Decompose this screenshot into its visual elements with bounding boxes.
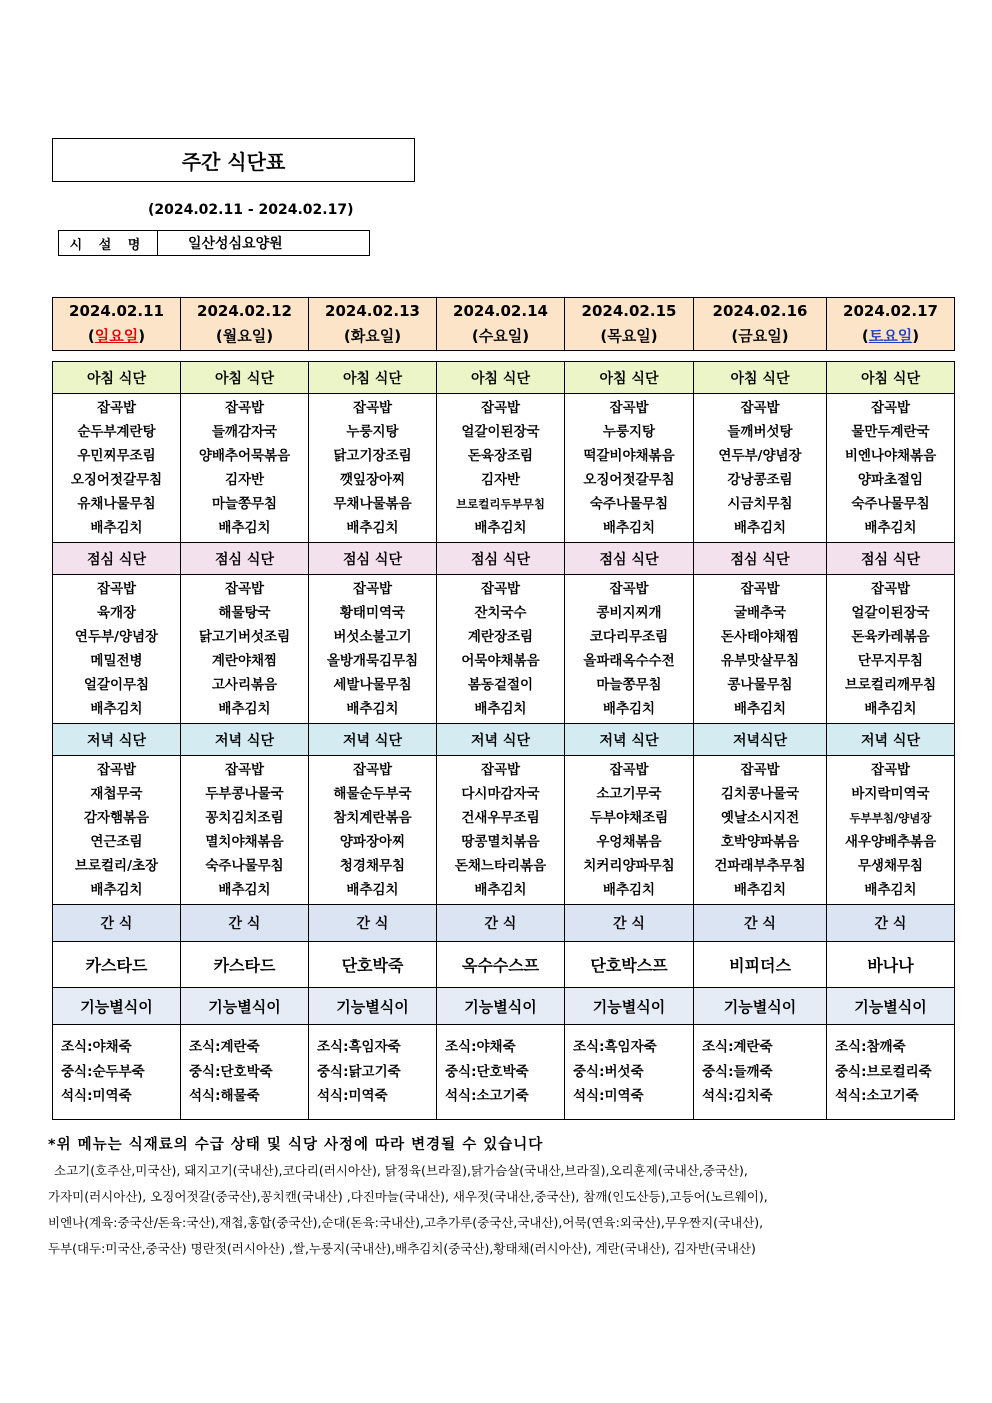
functional-diet-item: 조식:계란죽: [189, 1039, 260, 1056]
functional-diet-cell: [181, 1025, 309, 1120]
functional-diet-cell: [437, 1025, 565, 1120]
menu-item: 얼갈이무침: [83, 677, 150, 693]
day-of-week: (화요일): [343, 327, 402, 345]
day-of-week: (수요일): [471, 327, 530, 345]
menu-item: 코다리무조림: [589, 629, 669, 645]
menu-item: 꽁치김치조림: [205, 810, 284, 826]
dinner-label: 저녁 식단: [437, 724, 565, 756]
lunch-label: 점심 식단: [181, 543, 309, 575]
menu-item: 유채나물무침: [77, 496, 156, 512]
snack-item: 바나나: [827, 942, 955, 988]
snack-label: 간 식: [827, 905, 955, 942]
menu-item: 잡곡밥: [96, 762, 137, 778]
menu-item: 우엉채볶음: [596, 834, 662, 850]
day-header: [694, 298, 827, 351]
menu-item: 들깨버섯탕: [727, 424, 793, 440]
menu-item: 돈채느타리볶음: [454, 858, 547, 874]
day-of-week: (목요일): [600, 327, 658, 345]
menu-cell: [694, 575, 827, 724]
menu-cell: [437, 756, 565, 905]
menu-item: 배추김치: [346, 701, 399, 717]
dinner-label: 저녁 식단: [309, 724, 437, 756]
day-header: [181, 298, 309, 351]
functional-diet-item: 석식:소고기죽: [835, 1088, 919, 1105]
menu-cell: [309, 756, 437, 905]
day-header: [437, 298, 565, 351]
breakfast-label: 아침 식단: [53, 362, 181, 394]
functional-diet-item: 석식:미역죽: [573, 1088, 644, 1105]
menu-item: 잡곡밥: [96, 400, 137, 416]
date-range: (2024.02.11 - 2024.02.17): [148, 202, 354, 218]
functional-diet-item: 중식:버섯죽: [573, 1063, 644, 1080]
menu-item: 잡곡밥: [480, 581, 521, 597]
menu-item: 양파초절임: [857, 472, 924, 488]
day-date: 2024.02.15: [581, 302, 677, 320]
menu-item: 물만두계란국: [851, 424, 930, 440]
dinner-label: 저녁식단: [694, 724, 827, 756]
menu-item: 치커리양파무침: [583, 858, 675, 874]
functional-diet-label: 기능별식이: [309, 988, 437, 1025]
lunch-label: 점심 식단: [827, 543, 955, 575]
day-date: 2024.02.16: [712, 302, 808, 320]
day-header: [309, 298, 437, 351]
functional-diet-label: 기능별식이: [53, 988, 181, 1025]
page-title: 주간 식단표: [52, 138, 415, 182]
menu-item: 배추김치: [864, 701, 917, 717]
functional-diet-item: 중식:브로컬리죽: [835, 1063, 932, 1080]
menu-item: 브로컬리/초장: [74, 858, 159, 874]
functional-diet-item: 중식:단호박죽: [445, 1063, 529, 1080]
breakfast-label: 아침 식단: [565, 362, 694, 394]
menu-cell: [53, 756, 181, 905]
day-date: 2024.02.14: [453, 302, 548, 320]
menu-item: 잡곡밥: [224, 762, 265, 778]
menu-item: 잡곡밥: [740, 400, 780, 416]
breakfast-label: 아침 식단: [181, 362, 309, 394]
menu-item: 잡곡밥: [609, 581, 649, 597]
functional-diet-label: 기능별식이: [437, 988, 565, 1025]
menu-item: 소고기무국: [596, 786, 662, 802]
day-of-week: (일요일): [87, 327, 146, 345]
menu-cell: [827, 575, 955, 724]
snack-label: 간 식: [309, 905, 437, 942]
menu-item: 세발나물무침: [333, 677, 412, 693]
menu-item: 청경채무침: [339, 858, 406, 874]
menu-item: 얼갈이된장국: [461, 424, 540, 440]
menu-item: 다시마감자국: [461, 786, 540, 802]
menu-cell: [181, 394, 309, 543]
menu-item: 브로컬리깨무침: [844, 677, 937, 693]
menu-item: 올방개묵김무침: [326, 653, 419, 669]
menu-item: 숙주나물무침: [851, 496, 930, 512]
functional-diet-item: 조식:야채죽: [61, 1039, 132, 1056]
menu-item: 호박양파볶음: [720, 834, 800, 850]
menu-cell: [53, 394, 181, 543]
menu-item: 배추김치: [218, 882, 271, 898]
menu-item: 재첩무국: [90, 786, 143, 802]
menu-item: 계란야채찜: [211, 653, 278, 669]
menu-item: 두부콩나물국: [205, 786, 284, 802]
menu-item: 잡곡밥: [609, 762, 649, 778]
day-header: [565, 298, 694, 351]
menu-cell: [309, 394, 437, 543]
menu-item: 누룽지탕: [346, 424, 399, 440]
menu-item: 감자햄볶음: [83, 810, 150, 826]
menu-item: 배추김치: [864, 882, 917, 898]
functional-diet-cell: [694, 1025, 827, 1120]
menu-cell: [181, 756, 309, 905]
functional-diet-item: 조식:야채죽: [445, 1039, 516, 1056]
menu-item: 봄동겉절이: [467, 677, 534, 693]
functional-diet-item: 중식:단호박죽: [189, 1063, 273, 1080]
menu-item: 깻잎장아찌: [339, 472, 406, 488]
menu-item: 유부맛살무침: [720, 653, 800, 669]
menu-item: 양배추어묵볶음: [198, 448, 291, 464]
origin-line: 두부(대두:미국산,중국산) 명란젓(러시아산) ,쌀,누룽지(국내산),배추김치(중국산),황태채(러시아산), 계란(국내산), 김자반(국내산): [48, 1241, 756, 1256]
functional-diet-item: 조식:참깨죽: [835, 1039, 906, 1056]
snack-item: 단호박죽: [309, 942, 437, 988]
menu-item: 배추김치: [474, 882, 527, 898]
menu-item: 계란장조림: [467, 629, 534, 645]
menu-item: 숙주나물무침: [589, 496, 669, 512]
menu-item: 두부야채조림: [589, 810, 669, 826]
day-date: 2024.02.13: [325, 302, 420, 320]
origin-line: 소고기(호주산,미국산), 돼지고기(국내산),코다리(러시아산), 닭정육(브라질),닭가슴살(국내산,브라질),오리훈제(국내산,중국산),: [54, 1163, 748, 1178]
menu-item: 배추김치: [864, 520, 917, 536]
functional-diet-cell: [565, 1025, 694, 1120]
menu-item: 배추김치: [218, 520, 271, 536]
day-date: 2024.02.12: [197, 302, 292, 320]
dinner-label: 저녁 식단: [181, 724, 309, 756]
menu-item: 잡곡밥: [870, 762, 911, 778]
menu-item: 잡곡밥: [96, 581, 137, 597]
functional-diet-item: 중식:들깨죽: [702, 1063, 773, 1080]
day-header: [827, 298, 955, 351]
day-of-week: (토요일): [861, 327, 920, 345]
menu-item: 닭고기장조림: [333, 448, 412, 464]
menu-item: 연근조림: [90, 834, 143, 850]
menu-item: 떡갈비야채볶음: [583, 448, 675, 464]
menu-item: 닭고기버섯조림: [198, 629, 291, 645]
date-header-table: [52, 297, 955, 351]
menu-item: 김자반: [480, 472, 521, 488]
snack-label: 간 식: [565, 905, 694, 942]
menu-item: 비엔나야채볶음: [844, 448, 937, 464]
menu-item: 순두부계란탕: [77, 424, 156, 440]
menu-item: 잡곡밥: [870, 400, 911, 416]
snack-label: 간 식: [181, 905, 309, 942]
menu-item: 돈사태야채찜: [720, 629, 800, 645]
menu-item: 돈육장조림: [467, 448, 534, 464]
breakfast-label: 아침 식단: [437, 362, 565, 394]
snack-item: 비피더스: [694, 942, 827, 988]
functional-diet-item: 조식:계란죽: [702, 1039, 773, 1056]
snack-label: 간 식: [437, 905, 565, 942]
origin-line: 가자미(러시아산), 오징어젓갈(중국산),꽁치캔(국내산) ,다진마늘(국내산), 새우젓(국내산,중국산), 참깨(인도산등),고등어(노르웨이),: [48, 1189, 768, 1204]
menu-item: 잡곡밥: [480, 762, 521, 778]
menu-item: 단무지무침: [857, 653, 924, 669]
functional-diet-label: 기능별식이: [181, 988, 309, 1025]
menu-item: 건파래부추무침: [714, 858, 806, 874]
menu-cell: [437, 575, 565, 724]
menu-item: 올파래옥수수전: [583, 653, 675, 669]
menu-item: 잡곡밥: [740, 581, 780, 597]
menu-item: 해물순두부국: [333, 786, 412, 802]
menu-item: 김자반: [224, 472, 265, 488]
menu-item: 잡곡밥: [352, 400, 393, 416]
menu-cell: [181, 575, 309, 724]
menu-cell: [309, 575, 437, 724]
lunch-label: 점심 식단: [565, 543, 694, 575]
menu-item: 들깨감자국: [211, 424, 278, 440]
menu-item: 잡곡밥: [740, 762, 780, 778]
menu-item: 오징어젓갈무침: [70, 472, 163, 488]
menu-cell: [827, 756, 955, 905]
menu-item: 배추김치: [346, 882, 399, 898]
menu-item: 옛날소시지전: [720, 810, 800, 826]
menu-item: 잡곡밥: [352, 581, 393, 597]
functional-diet-item: 석식:미역죽: [317, 1088, 388, 1105]
menu-item: 잡곡밥: [224, 400, 265, 416]
menu-item: 돈육카레볶음: [851, 629, 930, 645]
lunch-label: 점심 식단: [694, 543, 827, 575]
day-of-week: (금요일): [731, 327, 789, 345]
menu-cell: [827, 394, 955, 543]
menu-item: 잡곡밥: [224, 581, 265, 597]
breakfast-label: 아침 식단: [309, 362, 437, 394]
menu-item: 땅콩멸치볶음: [461, 834, 540, 850]
lunch-label: 점심 식단: [53, 543, 181, 575]
menu-item: 마늘쫑무침: [596, 677, 662, 693]
lunch-label: 점심 식단: [309, 543, 437, 575]
menu-item: 배추김치: [346, 520, 399, 536]
menu-item: 브로컬리두부무침: [456, 497, 545, 511]
functional-diet-item: 석식:미역죽: [61, 1088, 132, 1105]
snack-item: 옥수수스프: [437, 942, 565, 988]
menu-item: 해물탕국: [218, 605, 271, 621]
origin-line: 비엔나(계육:중국산/돈육:국산),재첩,홍합(중국산),순대(돈육:국내산),고추가루(중국산,국내산),어묵(연육:외국산),무우짠지(국내산),: [48, 1215, 764, 1230]
dinner-label: 저녁 식단: [565, 724, 694, 756]
menu-cell: [565, 575, 694, 724]
functional-diet-cell: [53, 1025, 181, 1120]
menu-item: 잡곡밥: [870, 581, 911, 597]
menu-item: 배추김치: [90, 701, 143, 717]
snack-item: 단호박스프: [565, 942, 694, 988]
menu-item: 무생채무침: [857, 858, 924, 874]
menu-item: 황태미역국: [339, 605, 406, 621]
functional-diet-label: 기능별식이: [565, 988, 694, 1025]
menu-item: 얼갈이된장국: [851, 605, 930, 621]
menu-item: 양파장아찌: [339, 834, 406, 850]
menu-item: 숙주나물무침: [205, 858, 284, 874]
menu-item: 고사리볶음: [211, 677, 278, 693]
breakfast-label: 아침 식단: [827, 362, 955, 394]
menu-item: 무채나물볶음: [333, 496, 412, 512]
menu-item: 김치콩나물국: [720, 786, 800, 802]
menu-item: 우민찌무조림: [77, 448, 156, 464]
menu-cell: [694, 394, 827, 543]
menu-item: 굴배추국: [733, 605, 787, 621]
menu-item: 콩나물무침: [727, 677, 793, 693]
menu-item: 강낭콩조림: [727, 472, 793, 488]
functional-diet-item: 석식:김치죽: [702, 1088, 773, 1105]
menu-item: 두부부침/양념장: [849, 811, 932, 825]
menu-item: 배추김치: [90, 882, 143, 898]
menu-item: 콩비지찌개: [596, 605, 662, 621]
notice-text: *위 메뉴는 식재료의 수급 상태 및 식당 사정에 따라 변경될 수 있습니다: [48, 1137, 544, 1153]
day-of-week: (월요일): [215, 327, 274, 345]
dinner-label: 저녁 식단: [53, 724, 181, 756]
meal-table: [52, 361, 955, 1120]
menu-item: 배추김치: [602, 520, 656, 536]
menu-item: 잔치국수: [474, 605, 527, 621]
lunch-label: 점심 식단: [437, 543, 565, 575]
menu-item: 잡곡밥: [352, 762, 393, 778]
menu-item: 참치계란볶음: [333, 810, 412, 826]
menu-item: 바지락미역국: [851, 786, 930, 802]
menu-item: 시금치무침: [727, 496, 793, 512]
snack-item: 카스타드: [53, 942, 181, 988]
day-date: 2024.02.11: [69, 302, 164, 320]
menu-item: 배추김치: [602, 701, 656, 717]
menu-item: 배추김치: [733, 882, 787, 898]
functional-diet-label: 기능별식이: [827, 988, 955, 1025]
menu-item: 연두부/양념장: [718, 448, 802, 464]
facility-box: [58, 230, 370, 256]
menu-cell: [694, 756, 827, 905]
functional-diet-cell: [827, 1025, 955, 1120]
snack-item: 카스타드: [181, 942, 309, 988]
functional-diet-label: 기능별식이: [694, 988, 827, 1025]
menu-item: 오징어젓갈무침: [583, 472, 675, 488]
day-header: [53, 298, 181, 351]
menu-cell: [53, 575, 181, 724]
functional-diet-cell: [309, 1025, 437, 1120]
menu-cell: [437, 394, 565, 543]
breakfast-label: 아침 식단: [694, 362, 827, 394]
menu-item: 배추김치: [218, 701, 271, 717]
snack-label: 간 식: [694, 905, 827, 942]
dinner-label: 저녁 식단: [827, 724, 955, 756]
functional-diet-item: 조식:흑임자죽: [317, 1039, 401, 1056]
menu-cell: [565, 756, 694, 905]
snack-label: 간 식: [53, 905, 181, 942]
menu-item: 배추김치: [733, 701, 787, 717]
menu-item: 버섯소불고기: [333, 629, 412, 645]
menu-item: 누룽지탕: [602, 424, 656, 440]
functional-diet-item: 중식:닭고기죽: [317, 1063, 401, 1080]
functional-diet-item: 조식:흑임자죽: [573, 1039, 657, 1056]
menu-item: 잡곡밥: [480, 400, 521, 416]
menu-item: 마늘쫑무침: [211, 496, 278, 512]
menu-item: 잡곡밥: [609, 400, 649, 416]
menu-item: 어묵야채볶음: [461, 653, 540, 669]
menu-cell: [565, 394, 694, 543]
menu-item: 건새우무조림: [461, 810, 540, 826]
functional-diet-item: 석식:해물죽: [189, 1088, 260, 1105]
functional-diet-item: 중식:순두부죽: [61, 1063, 145, 1080]
menu-item: 새우양배추볶음: [844, 834, 937, 850]
menu-item: 연두부/양념장: [74, 629, 159, 645]
facility-label: 시 설 명: [59, 231, 158, 255]
menu-item: 배추김치: [474, 520, 527, 536]
notes: [48, 1132, 948, 1262]
menu-item: 멸치야채볶음: [205, 834, 284, 850]
menu-item: 배추김치: [602, 882, 656, 898]
day-date: 2024.02.17: [843, 302, 938, 320]
menu-item: 육개장: [96, 605, 137, 621]
functional-diet-item: 석식:소고기죽: [445, 1088, 529, 1105]
menu-item: 배추김치: [733, 520, 787, 536]
menu-item: 배추김치: [474, 701, 527, 717]
menu-item: 메밀전병: [90, 653, 143, 669]
facility-name: 일산성심요양원: [188, 236, 283, 252]
menu-item: 배추김치: [90, 520, 143, 536]
